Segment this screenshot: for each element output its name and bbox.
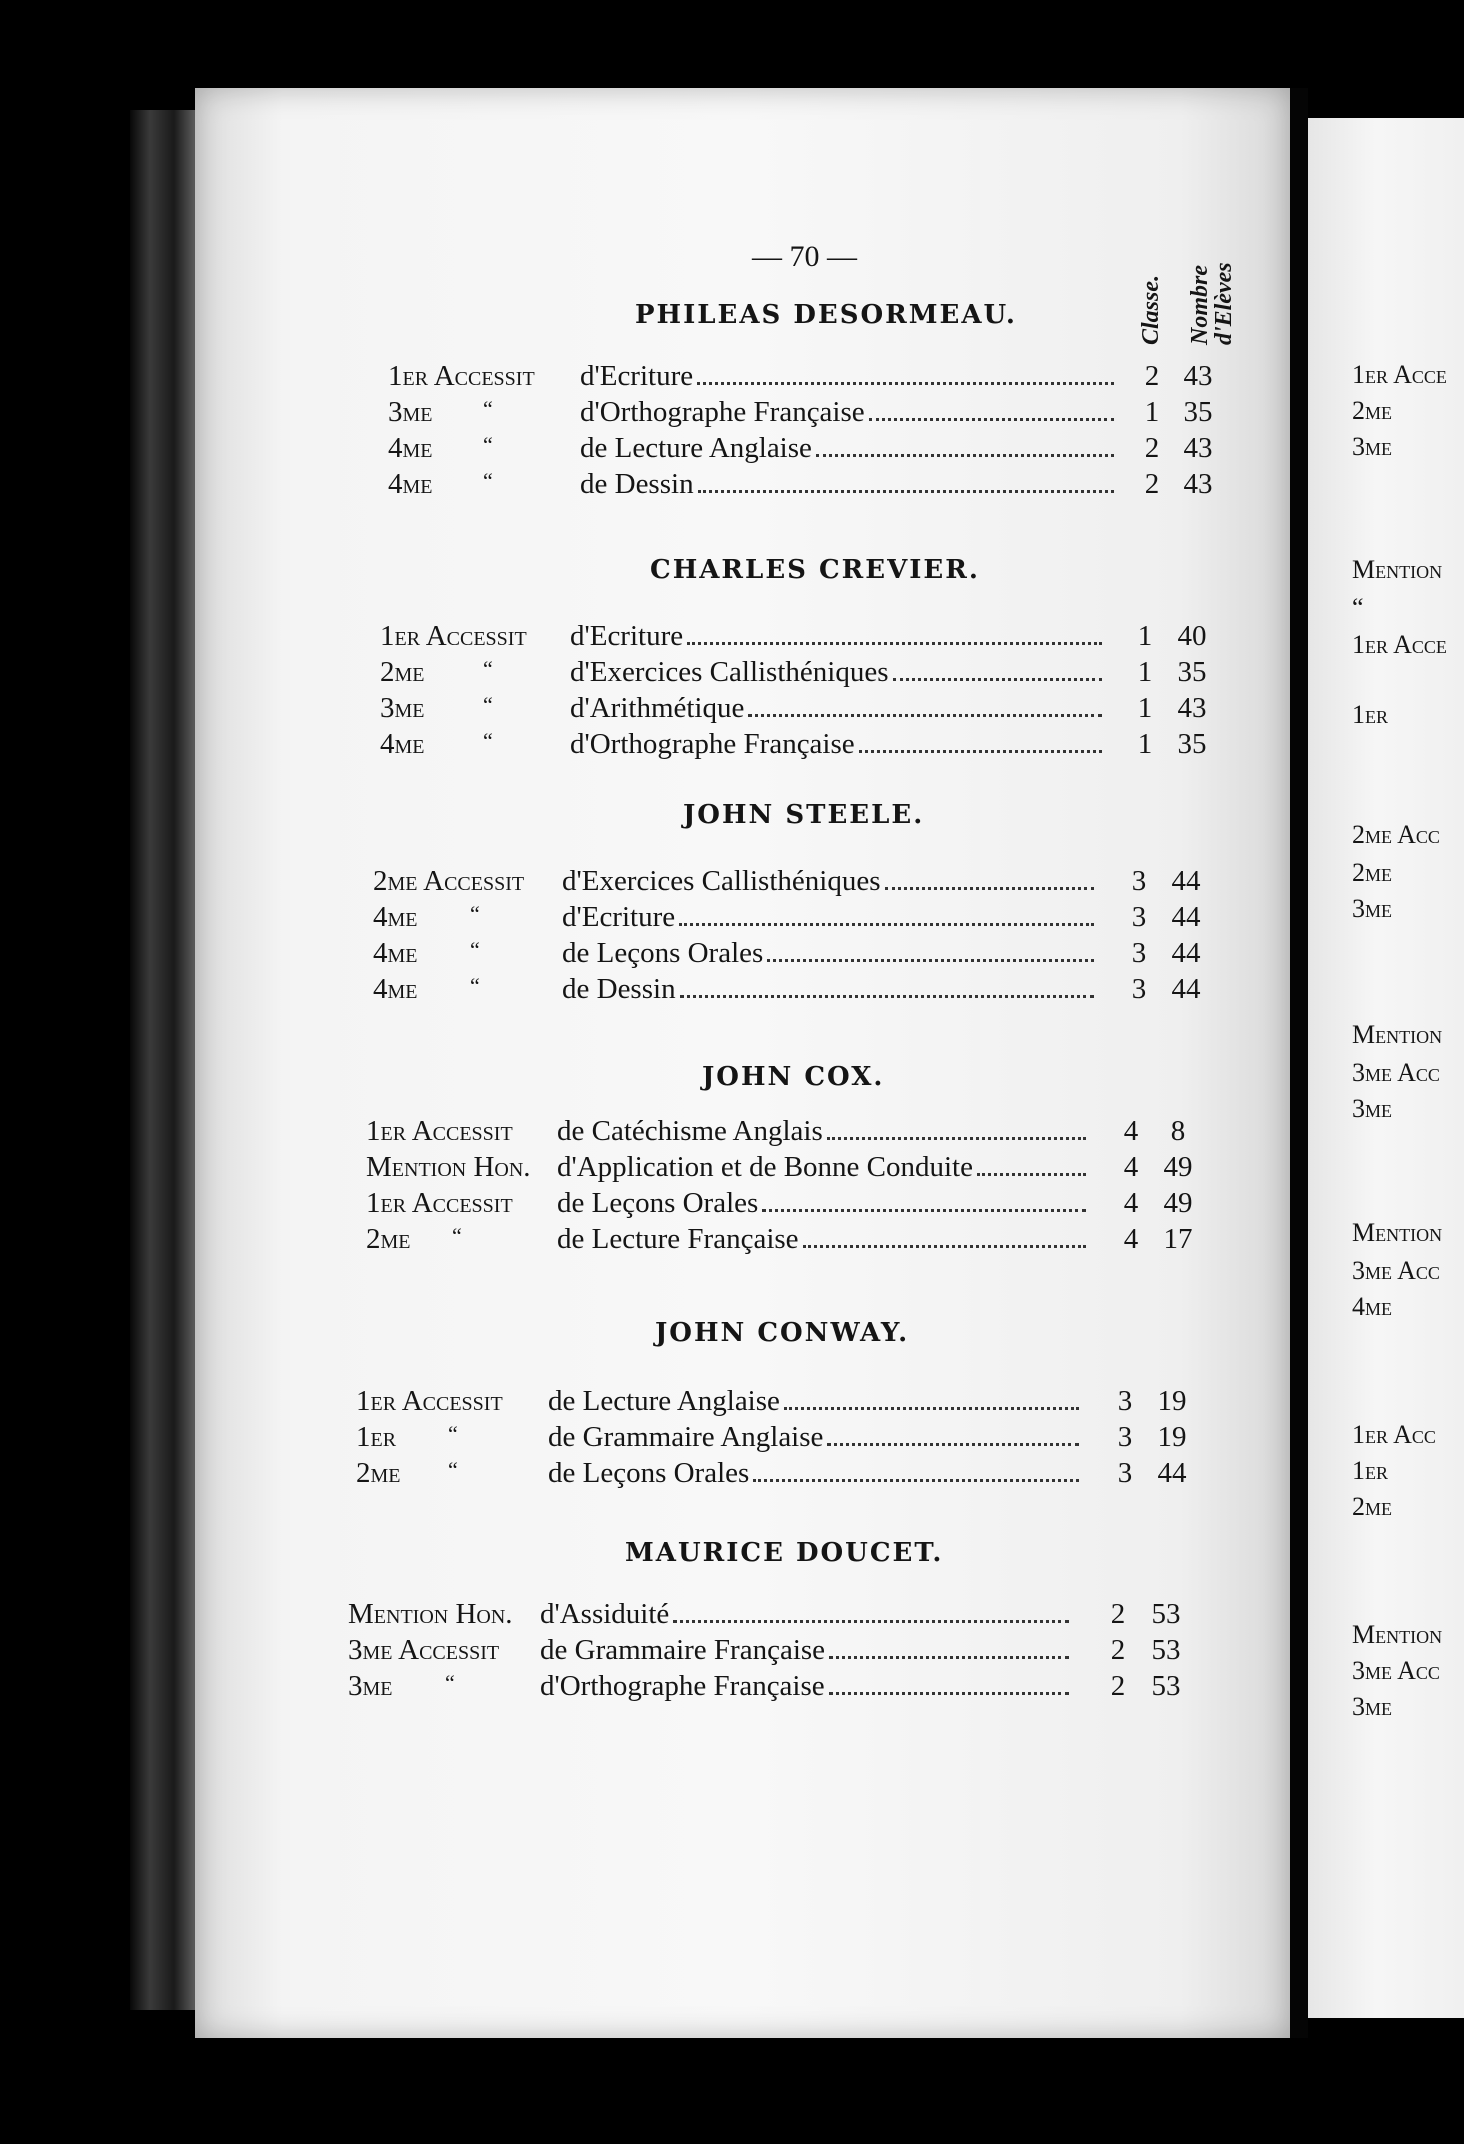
column-header-nombre: Nombre d'Elèves <box>1187 262 1237 345</box>
award-rank: 3me <box>348 1670 393 1702</box>
dot-leader <box>762 1209 1086 1212</box>
nombre-value: 53 <box>1151 1634 1181 1666</box>
award-row <box>0 973 1300 1007</box>
dot-leader <box>829 1656 1069 1659</box>
award-rank: 1er Accessit <box>366 1187 513 1219</box>
right-page-fragment: Mention <box>1352 1218 1443 1247</box>
column-header-classe: Classe. <box>1138 274 1164 345</box>
award-rank: 4me <box>380 728 425 760</box>
nombre-value: 17 <box>1163 1223 1193 1255</box>
dot-leader <box>767 959 1094 962</box>
right-page-fragment: 4me <box>1352 1292 1392 1321</box>
nombre-value: 53 <box>1151 1598 1181 1630</box>
classe-value: 2 <box>1110 1670 1126 1702</box>
award-subject <box>562 901 1100 934</box>
award-subject <box>562 937 1100 970</box>
classe-value: 2 <box>1144 360 1160 392</box>
award-rank: 4me <box>388 468 433 500</box>
classe-value: 1 <box>1144 396 1160 428</box>
award-subject <box>557 1187 1092 1220</box>
ditto-mark: “ <box>448 1457 458 1482</box>
nombre-value: 44 <box>1171 901 1201 933</box>
award-rank: 1er Accessit <box>356 1385 503 1417</box>
classe-value: 2 <box>1110 1634 1126 1666</box>
dot-leader <box>680 995 1094 998</box>
nombre-value: 35 <box>1183 396 1213 428</box>
subject-text: d'Application et de Bonne Conduite <box>557 1151 973 1183</box>
nombre-value: 19 <box>1157 1385 1187 1417</box>
ditto-mark: “ <box>483 656 493 681</box>
award-row <box>0 468 1300 502</box>
subject-text: de Grammaire Française <box>540 1634 826 1666</box>
nombre-value: 44 <box>1171 973 1201 1005</box>
right-page-fragment: 1er Acce <box>1352 360 1447 389</box>
right-page-fragment: 2me Acc <box>1352 820 1440 849</box>
award-rank: Mention Hon. <box>366 1151 531 1183</box>
right-page-fragment: 3me Acc <box>1352 1058 1440 1087</box>
student-name: JOHN CONWAY. <box>655 1318 910 1348</box>
award-rank: 1er Accessit <box>366 1115 513 1147</box>
subject-text: d'Ecriture <box>562 901 676 933</box>
award-row <box>0 865 1300 899</box>
right-page-fragment: 3me Acc <box>1352 1256 1440 1285</box>
award-rank: 1er Accessit <box>388 360 535 392</box>
dot-leader <box>803 1245 1086 1248</box>
nombre-value: 49 <box>1163 1187 1193 1219</box>
subject-text: de Lecture Anglaise <box>580 432 812 464</box>
award-rank: 2me <box>380 656 425 688</box>
award-subject <box>548 1385 1085 1418</box>
award-row <box>0 692 1300 726</box>
classe-value: 1 <box>1137 656 1153 688</box>
award-rank: 4me <box>388 432 433 464</box>
right-page-fragment: “ <box>1352 593 1364 622</box>
student-name: PHILEAS DESORMEAU. <box>635 300 1017 330</box>
dot-leader <box>753 1479 1079 1482</box>
right-page-fragment: 1er Acce <box>1352 630 1447 659</box>
dot-leader <box>784 1407 1079 1410</box>
award-subject <box>570 692 1108 725</box>
award-subject <box>557 1115 1092 1148</box>
dot-leader <box>893 678 1103 681</box>
classe-value: 3 <box>1131 937 1147 969</box>
award-rank: 4me <box>373 973 418 1005</box>
dot-leader <box>748 714 1102 717</box>
award-rank: 2me <box>356 1457 401 1489</box>
award-subject <box>562 973 1100 1006</box>
subject-text: d'Ecriture <box>570 620 684 652</box>
award-rank: Mention Hon. <box>348 1598 513 1630</box>
award-subject <box>557 1151 1092 1184</box>
award-row <box>0 1598 1300 1632</box>
award-row <box>0 360 1300 394</box>
classe-value: 3 <box>1131 901 1147 933</box>
nombre-value: 43 <box>1183 432 1213 464</box>
award-row <box>0 396 1300 430</box>
subject-text: d'Orthographe Française <box>580 396 865 428</box>
nombre-value: 35 <box>1177 656 1207 688</box>
dot-leader <box>885 887 1095 890</box>
right-page-fragment: 2me <box>1352 1492 1392 1521</box>
award-subject <box>580 360 1120 393</box>
subject-text: de Grammaire Anglaise <box>548 1421 824 1453</box>
dot-leader <box>827 1137 1086 1140</box>
right-page-fragment: Mention <box>1352 1020 1443 1049</box>
nombre-value: 35 <box>1177 728 1207 760</box>
right-page-fragment: Mention <box>1352 1620 1443 1649</box>
ditto-mark: “ <box>470 901 480 926</box>
classe-value: 2 <box>1144 468 1160 500</box>
classe-value: 3 <box>1131 865 1147 897</box>
classe-value: 3 <box>1117 1385 1133 1417</box>
award-subject <box>540 1634 1075 1667</box>
classe-value: 1 <box>1137 620 1153 652</box>
dot-leader <box>687 642 1102 645</box>
subject-text: de Leçons Orales <box>548 1457 750 1489</box>
award-subject <box>557 1223 1092 1256</box>
award-row <box>0 728 1300 762</box>
dot-leader <box>697 382 1114 385</box>
classe-value: 3 <box>1117 1421 1133 1453</box>
right-page-fragment: 1er <box>1352 1456 1389 1485</box>
dot-leader <box>816 454 1114 457</box>
student-name: JOHN STEELE. <box>683 800 925 830</box>
award-row <box>0 1151 1300 1185</box>
award-row <box>0 1457 1300 1491</box>
award-subject <box>548 1457 1085 1490</box>
dot-leader <box>673 1620 1069 1623</box>
nombre-value: 53 <box>1151 1670 1181 1702</box>
award-subject <box>580 396 1120 429</box>
subject-text: de Dessin <box>580 468 694 500</box>
nombre-value: 44 <box>1157 1457 1187 1489</box>
award-subject <box>540 1670 1075 1703</box>
nombre-value: 40 <box>1177 620 1207 652</box>
award-subject <box>570 728 1108 761</box>
classe-value: 4 <box>1123 1115 1139 1147</box>
award-rank: 3me Accessit <box>348 1634 500 1666</box>
ditto-mark: “ <box>483 396 493 421</box>
right-page-fragment: 1er Acc <box>1352 1420 1436 1449</box>
student-name: CHARLES CREVIER. <box>650 555 980 585</box>
ditto-mark: “ <box>448 1421 458 1446</box>
award-row <box>0 1670 1300 1704</box>
right-page-fragment: 3me Acc <box>1352 1656 1440 1685</box>
subject-text: d'Exercices Callisthéniques <box>562 865 881 897</box>
dot-leader <box>698 490 1114 493</box>
classe-value: 2 <box>1144 432 1160 464</box>
award-row <box>0 1115 1300 1149</box>
right-page-fragment: 3me <box>1352 432 1392 461</box>
award-subject <box>562 865 1100 898</box>
dot-leader <box>977 1173 1086 1176</box>
nombre-value: 19 <box>1157 1421 1187 1453</box>
subject-text: d'Exercices Callisthéniques <box>570 656 889 688</box>
ditto-mark: “ <box>445 1670 455 1695</box>
right-page-fragment: 3me <box>1352 1094 1392 1123</box>
subject-text: d'Assiduité <box>540 1598 670 1630</box>
ditto-mark: “ <box>452 1223 462 1248</box>
student-name: JOHN COX. <box>702 1062 885 1092</box>
dot-leader <box>859 750 1102 753</box>
right-page-fragment: 2me <box>1352 858 1392 887</box>
subject-text: de Lecture Anglaise <box>548 1385 780 1417</box>
subject-text: de Dessin <box>562 973 676 1005</box>
classe-value: 3 <box>1117 1457 1133 1489</box>
award-row <box>0 620 1300 654</box>
ditto-mark: “ <box>483 692 493 717</box>
award-rank: 2me Accessit <box>373 865 525 897</box>
award-row <box>0 1385 1300 1419</box>
award-rank: 3me <box>388 396 433 428</box>
award-row <box>0 1421 1300 1455</box>
award-subject <box>570 620 1108 653</box>
award-subject <box>540 1598 1075 1631</box>
dot-leader <box>679 923 1094 926</box>
classe-value: 4 <box>1123 1223 1139 1255</box>
right-page-fragment: 3me <box>1352 1692 1392 1721</box>
right-page-fragment: Mention <box>1352 555 1443 584</box>
classe-value: 1 <box>1137 728 1153 760</box>
subject-text: de Leçons Orales <box>562 937 764 969</box>
dot-leader <box>827 1443 1079 1446</box>
classe-value: 4 <box>1123 1151 1139 1183</box>
right-page-fragment: 3me <box>1352 894 1392 923</box>
award-row <box>0 1223 1300 1257</box>
subject-text: de Leçons Orales <box>557 1187 759 1219</box>
dot-leader <box>869 418 1114 421</box>
subject-text: d'Arithmétique <box>570 692 745 724</box>
nombre-value: 8 <box>1170 1115 1186 1147</box>
right-page-fragment: 1er <box>1352 700 1389 729</box>
award-row <box>0 937 1300 971</box>
award-row <box>0 1634 1300 1668</box>
ditto-mark: “ <box>470 973 480 998</box>
classe-value: 4 <box>1123 1187 1139 1219</box>
award-row <box>0 1187 1300 1221</box>
award-rank: 4me <box>373 901 418 933</box>
right-page-fragment: 2me <box>1352 396 1392 425</box>
classe-value: 3 <box>1131 973 1147 1005</box>
award-rank: 1er <box>356 1421 397 1453</box>
nombre-value: 43 <box>1183 468 1213 500</box>
subject-text: d'Ecriture <box>580 360 694 392</box>
award-rank: 4me <box>373 937 418 969</box>
nombre-value: 44 <box>1171 937 1201 969</box>
award-subject <box>580 432 1120 465</box>
ditto-mark: “ <box>483 728 493 753</box>
subject-text: d'Orthographe Française <box>570 728 855 760</box>
subject-text: de Catéchisme Anglais <box>557 1115 823 1147</box>
award-row <box>0 656 1300 690</box>
subject-text: de Lecture Française <box>557 1223 799 1255</box>
student-name: MAURICE DOUCET. <box>625 1538 944 1568</box>
award-subject <box>580 468 1120 501</box>
page-number: — 70 — <box>752 240 857 273</box>
nombre-value: 43 <box>1177 692 1207 724</box>
ditto-mark: “ <box>483 432 493 457</box>
dot-leader <box>829 1692 1069 1695</box>
subject-text: d'Orthographe Française <box>540 1670 825 1702</box>
ditto-mark: “ <box>483 468 493 493</box>
award-rank: 2me <box>366 1223 411 1255</box>
award-rank: 1er Accessit <box>380 620 527 652</box>
classe-value: 1 <box>1137 692 1153 724</box>
nombre-value: 49 <box>1163 1151 1193 1183</box>
award-row <box>0 901 1300 935</box>
award-rank: 3me <box>380 692 425 724</box>
award-row <box>0 432 1300 466</box>
award-subject <box>548 1421 1085 1454</box>
award-subject <box>570 656 1108 689</box>
classe-value: 2 <box>1110 1598 1126 1630</box>
nombre-value: 43 <box>1183 360 1213 392</box>
nombre-value: 44 <box>1171 865 1201 897</box>
ditto-mark: “ <box>470 937 480 962</box>
